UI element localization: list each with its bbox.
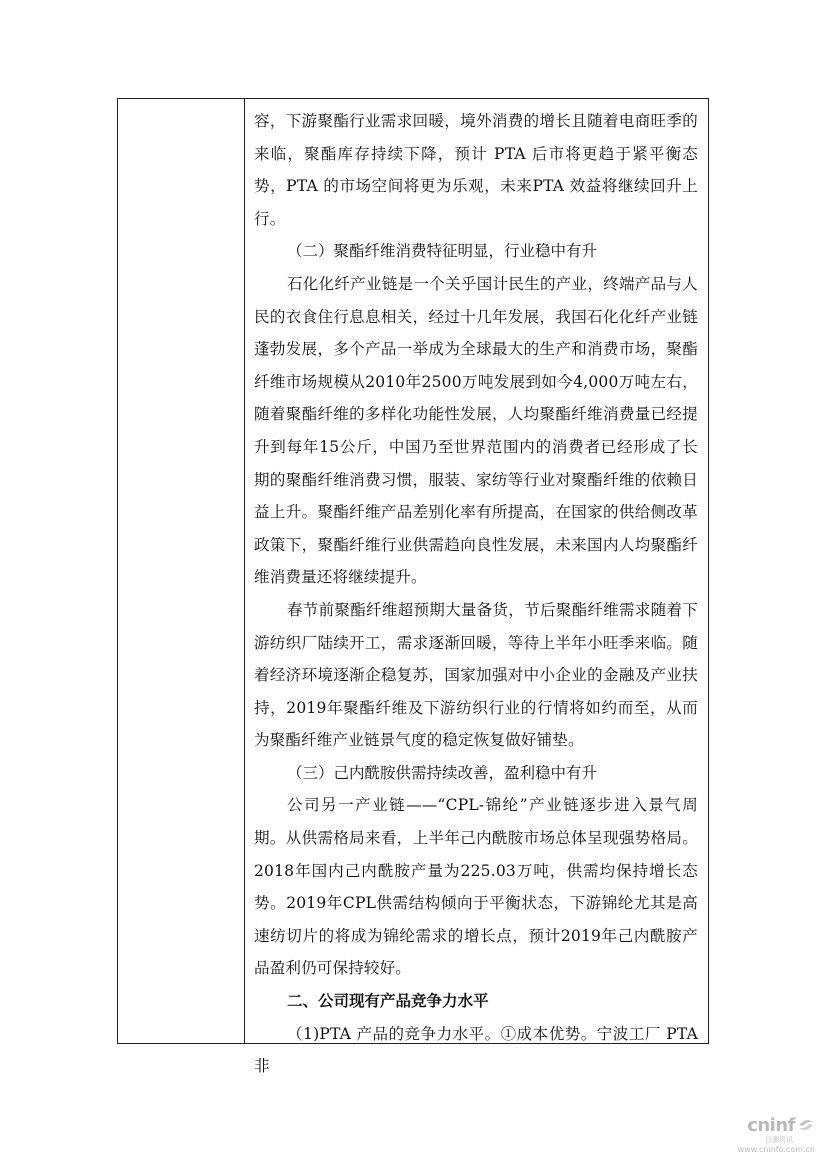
section-heading-competitiveness: 二、公司现有产品竞争力水平 [287, 992, 489, 1011]
paragraph-polyester-industry: 石化化纤产业链是一个关乎国计民生的产业，终端产品与人民的衣食住行息息相关，经过十几年发展，我国石化化纤产业链蓬勃发展，多个产品一举成为全球最大的生产和消费市场，聚酯纤维市场规模从2010年2500万吨发展到如今4,000万吨左右，随着聚酯纤维的多样化功能性发展，人均聚酯纤维消费量已经提升到每年15公斤，中国乃至世界范围内的消费者已经形成了长期的聚酯纤维消费习惯，服装、家纺等行业对聚酯纤维的依赖日益上升。聚酯纤维产品差别化率有所提高，在国家的供给侧改革政策下，聚酯纤维行业供需趋向良性发展，未来国内人均聚酯纤维消费量还将继续提升。 [254, 274, 698, 587]
watermark-logo: cninf [747, 1115, 795, 1136]
cninfo-watermark [725, 1115, 815, 1159]
watermark-subtitle: 巨潮资讯 [765, 1136, 793, 1144]
content-table [117, 98, 709, 1076]
table-cell-content [254, 105, 698, 1083]
paragraph-continuation: 容，下游聚酯行业需求回暖，境外消费的增长且随着电商旺季的来临，聚酯库存持续下降，预计 PTA 后市将更趋于紧平衡态势，PTA 的市场空间将更为乐观，未来PTA 效益将继续回升上行。 [254, 112, 698, 228]
paragraph-pta-competitiveness: （1)PTA 产品的竞争力水平。①成本优势。宁波工厂 PTA 非 [254, 1024, 698, 1076]
cninfo-logo-icon [797, 1116, 815, 1134]
watermark-url: www.cninfo.com.cn [737, 1145, 815, 1154]
paragraph-cpl-chain: 公司另一产业链——“CPL-锦纶”产业链逐步进入景气周期。从供需格局来看，上半年己内酰胺市场总体呈现强势格局。2018年国内己内酰胺产量为225.03万吨，供需均保持增长态势。2019年CPL供需结构倾向于平衡状态，下游锦纶尤其是高速纺切片的将成为锦纶需求的增长点，预计2019年己内酰胺产品盈利仍可保持较好。 [254, 796, 698, 978]
paragraph-spring-festival: 春节前聚酯纤维超预期大量备货，节后聚酯纤维需求随着下游纺织厂陆续开工，需求逐渐回暖，等待上半年小旺季来临。随着经济环境逐渐企稳复苏，国家加强对中小企业的金融及产业扶持，2019年聚酯纤维及下游纺织行业的行情将如约而至，从而为聚酯纤维产业链景气度的稳定恢复做好铺垫。 [254, 600, 698, 750]
column-divider [244, 99, 245, 1043]
section-heading-caprolactam: （三）己内酰胺供需持续改善，盈利稳中有升 [287, 763, 598, 782]
section-heading-polyester: （二）聚酯纤维消费特征明显，行业稳中有升 [287, 242, 598, 261]
